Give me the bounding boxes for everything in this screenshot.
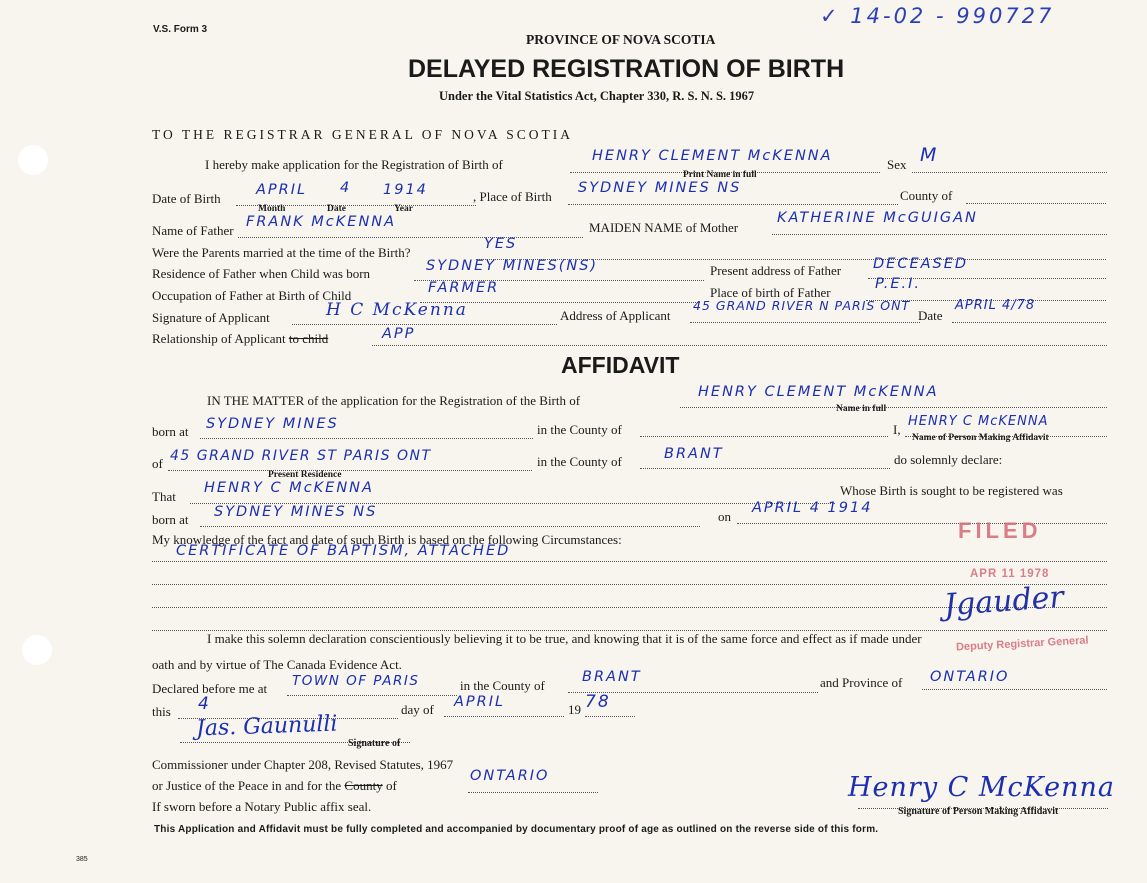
occupation-value: FARMER [428,280,500,296]
affidavit-title: AFFIDAVIT [561,352,680,378]
born-at-label: born at [152,424,189,439]
intro-label: I hereby make application for the Registration of Birth of [205,157,503,172]
deputy-registrar-stamp: Deputy Registrar General [955,634,1089,654]
declared-value: TOWN OF PARIS [292,673,420,689]
applicant-signature: H C McKenna [326,300,468,320]
this-value: 4 [198,694,211,714]
notary-line: If sworn before a Notary Public affix seal. [152,799,372,814]
justice-value: ONTARIO [470,768,550,784]
born-at-2-value: SYDNEY MINES NS [214,504,378,520]
declare-label: do solemnly declare: [894,452,1003,467]
father-birthplace-value: P.E.I. [875,276,922,292]
province-heading: PROVINCE OF NOVA SCOTIA [526,32,716,47]
affiant-residence-value: 45 GRAND RIVER ST PARIS ONT [170,448,432,464]
present-residence-label: Present Residence [268,470,342,480]
this-label: this [152,704,171,719]
dob-month: APRIL [256,182,308,198]
oath-text: oath and by virtue of The Canada Evidence Act. [152,657,402,672]
footer-note: This Application and Affidavit must be fully completed and accompanied by documentary proof of age as outlined on the reverse side of this form. [154,824,879,835]
occupation-label: Occupation of Father at Birth of Child [152,288,352,303]
justice-line [152,778,397,794]
commissioner-signature: Jas. Gaunulli [195,711,338,742]
year-label: Year [394,204,413,214]
form-subtitle: Under the Vital Statistics Act, Chapter 330, R. S. N. S. 1967 [439,89,755,103]
relationship-label-text: Relationship of Applicant [152,331,286,346]
married-value: YES [484,236,518,252]
address-label: Address of Applicant [560,308,671,323]
father-birthplace-label: Place of birth of Father [710,285,831,300]
on-value: APRIL 4 1914 [752,500,873,516]
print-name-label: Print Name in full [683,170,757,180]
relationship-value: APP [382,326,416,342]
to-registrar: TO THE REGISTRAR GENERAL OF NOVA SCOTIA [152,127,574,142]
justice-label-a: or Justice of the Peace in and for the [152,778,342,793]
mother-label: MAIDEN NAME of Mother [589,220,739,235]
dob-label: Date of Birth [152,191,221,206]
born-at-value: SYDNEY MINES [206,416,339,432]
solemn-text: I make this solemn declaration conscientiously believing it to be true, and knowing that it is of the same force and effect as if made under [207,631,922,646]
whose-birth-label: Whose Birth is sought to be registered was [840,483,1063,498]
matter-name-value: HENRY CLEMENT McKENNA [698,384,939,400]
form-number: V.S. Form 3 [153,24,208,35]
year-prefix: 19 [568,702,581,717]
father-label: Name of Father [152,223,234,238]
address-value: 45 GRAND RIVER N PARIS ONT [693,298,911,313]
dob-date: 4 [340,180,352,196]
mother-value: KATHERINE McGUIGAN [777,210,978,226]
county-2-value: BRANT [664,446,724,462]
day-of-label: day of [401,702,434,717]
child-name-value: HENRY CLEMENT McKENNA [592,148,833,164]
filed-stamp: FILED [958,518,1042,543]
date-value: APRIL 4/78 [955,298,1036,313]
in-county-label: in the County of [537,422,622,437]
affiant-signature: Henry C McKenna [848,772,1115,803]
born-at-label-2: born at [152,512,189,527]
on-label: on [718,509,731,524]
matter-label: IN THE MATTER of the application for the Registration of the Birth of [207,393,581,408]
province-label: and Province of [820,675,903,690]
file-number: ✓ 14-02 - 990727 [820,4,1055,28]
father-value: FRANK McKENNA [246,214,397,230]
applicant-signature-label: Signature of Applicant [152,310,270,325]
commissioner-line: Commissioner under Chapter 208, Revised Statutes, 1967 [152,757,454,772]
that-value: HENRY C McKENNA [204,480,374,496]
sex-label: Sex [887,157,907,172]
that-label: That [152,489,176,504]
day-of-value: APRIL [454,694,506,710]
residence-label: Residence of Father when Child was born [152,266,371,281]
affiant-signature-label: Signature of Person Making Affidavit [898,806,1059,817]
date-label: Date [327,204,346,214]
affiant-name-value: HENRY C McKENNA [908,414,1049,429]
punch-hole-top [18,145,48,175]
knowledge-label: My knowledge of the fact and date of such Birth is based on the following Circumstances: [152,532,622,547]
justice-struck: County [344,778,383,793]
signature-of-label: Signature of [348,738,401,749]
form-title: DELAYED REGISTRATION OF BIRTH [408,55,845,83]
province-value: ONTARIO [930,669,1010,685]
affiant-label: Name of Person Making Affidavit [912,433,1049,443]
filed-date-stamp: APR 11 1978 [970,568,1050,580]
in-county-label-3: in the County of [460,678,545,693]
present-address-value: DECEASED [873,256,969,272]
dob-year: 1914 [383,182,428,198]
pob-label: , Place of Birth [473,189,552,204]
of-label: of [152,456,163,471]
relationship-struck: to child [288,331,329,346]
county-label: County of [900,188,953,203]
sex-value: M [920,144,939,166]
relationship-label [152,331,328,347]
residence-value: SYDNEY MINES(NS) [426,258,599,274]
declared-label: Declared before me at [152,681,268,696]
month-label: Month [258,204,286,214]
in-county-label-2: in the County of [537,454,622,469]
pob-value: SYDNEY MINES NS [578,180,742,196]
punch-hole-bottom [22,635,52,665]
print-code: 385 [76,856,88,863]
year-value: 78 [585,692,611,712]
registrar-signature: Jgauder [942,579,1065,624]
present-address-label: Present address of Father [710,263,842,278]
name-in-full-label: Name in full [836,404,887,414]
circumstance-value: CERTIFICATE OF BAPTISM, ATTACHED [176,543,511,559]
justice-label-b: of [385,778,397,793]
date-label-2: Date [918,308,943,323]
county-3-value: BRANT [582,669,642,685]
i-label: I, [893,422,901,437]
married-label: Were the Parents married at the time of the Birth? [152,245,411,260]
